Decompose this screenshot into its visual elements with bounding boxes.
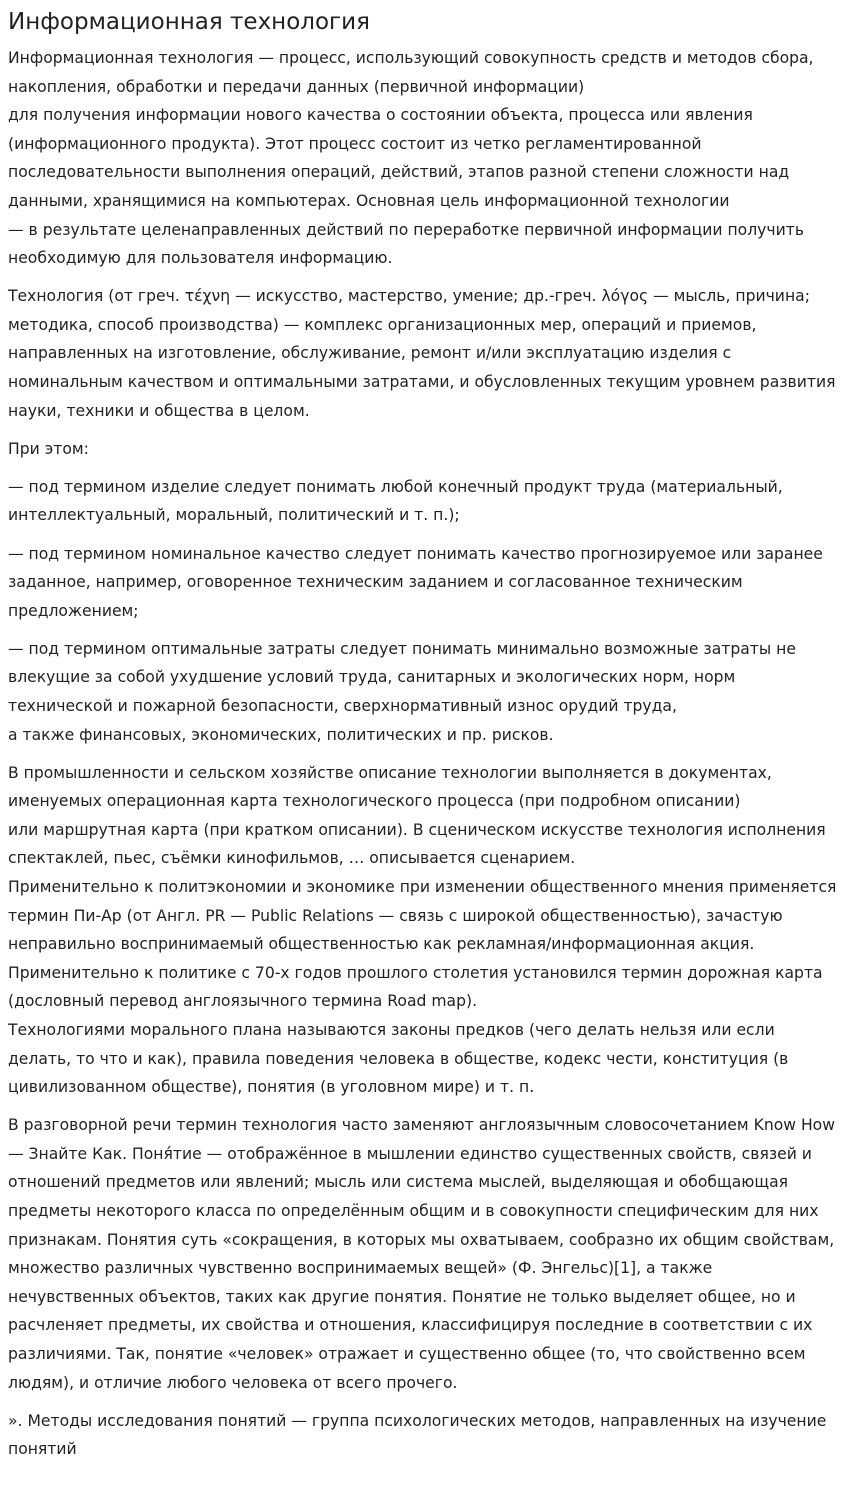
- paragraph-methods: ». Методы исследования понятий — группа психологических методов, направленных на изучение понятий: [8, 1411, 827, 1459]
- paragraph-industry: В промышленности и сельском хозяйстве описание технологии выполняется в документах, именуемых операционная карта технологического процесса (при подробном описании) или маршрутная карта (при кратком описании). В сценическом искусстве технология исполнения спектаклей, пьес, съёмки кинофильмов, … описывается сценарием. Применительно к политэкономии и экономике при изменении общественного мнения применяется термин Пи-Ар (от Англ. PR — Public Relations — связь с широкой общественностью), зачастую неправильно воспринимаемый общественностью как рекламная/информационная акция. Применительно к политике с 70-х годов прошлого столетия установился термин дорожная карта (дословный перевод англоязычного термина Road map). Технологиями морального плана называются законы предков (чего делать нельзя или если делать, то что и как), правила поведения человека в обществе, кодекс чести, конституция (в цивилизованном обществе), понятия (в уголовном мире) и т. п.: [8, 763, 837, 1097]
- paragraph-intro: При этом:: [8, 439, 89, 458]
- paragraph-it-definition: Информационная технология — процесс, использующий совокупность средств и методов сбора, накопления, обработки и передачи данных (первичной информации) для получения информации нового качества о состоянии объекта, процесса или явления (информационного продукта). Этот процесс состоит из четко регламентированной последовательности выполнения операций, действий, этапов разной степени сложности над данными, хранящимися на компьютерах. Основная цель информационной технологии — в результате целенаправленных действий по переработке первичной информации получить необходимую для пользователя информацию.: [8, 49, 814, 268]
- paragraph-technology-definition: Технология (от греч. τέχνη — искусство, мастерство, умение; др.-греч. λόγος — мысль, причина; методика, способ производства) — комплекс организационных мер, операций и приемов, направленных на изготовление, обслуживание, ремонт и/или эксплуатацию изделия с номинальным качеством и оптимальными затратами, и обусловленных текущим уровнем развития науки, техники и общества в целом.: [8, 287, 836, 420]
- paragraph-term-quality: — под термином номинальное качество следует понимать качество прогнозируемое или заранее заданное, например, оговоренное техническим заданием и согласованное техническим предложением;: [8, 544, 823, 620]
- page-title: Информационная технология: [8, 9, 370, 35]
- article: [0, 7, 847, 1464]
- paragraph-concept: В разговорной речи термин технология часто заменяют англоязычным словосочетанием Know How — Знайте Как. Поня́тие — отображённое в мышлении единство существенных свойств, связей и отношений предметов или явлений; мысль или система мыслей, выделяющая и обобщающая предметы некоторого класса по определённым общим и в совокупности специфическим для них признакам. Понятия суть «сокращения, в которых мы охватываем, сообразно их общим свойствам, множество различных чувственно воспринимаемых вещей» (Ф. Энгельс)[1], а также нечувственных объектов, таких как другие понятия. Понятие не только выделяет общее, но и расчленяет предметы, их свойства и отношения, классифицируя последние в соответствии с их различиями. Так, понятие «человек» отражает и существенно общее (то, что свойственно всем людям), и отличие любого человека от всего прочего.: [8, 1116, 835, 1392]
- paragraph-term-product: — под термином изделие следует понимать любой конечный продукт труда (материальный, интеллектуальный, моральный, политический и т. п.);: [8, 477, 783, 525]
- paragraph-term-costs: — под термином оптимальные затраты следует понимать минимально возможные затраты не влекущие за собой ухудшение условий труда, санитарных и экологических норм, норм технической и пожарной безопасности, сверхнормативный износ орудий труда, а также финансовых, экономических, политических и пр. рисков.: [8, 639, 796, 744]
